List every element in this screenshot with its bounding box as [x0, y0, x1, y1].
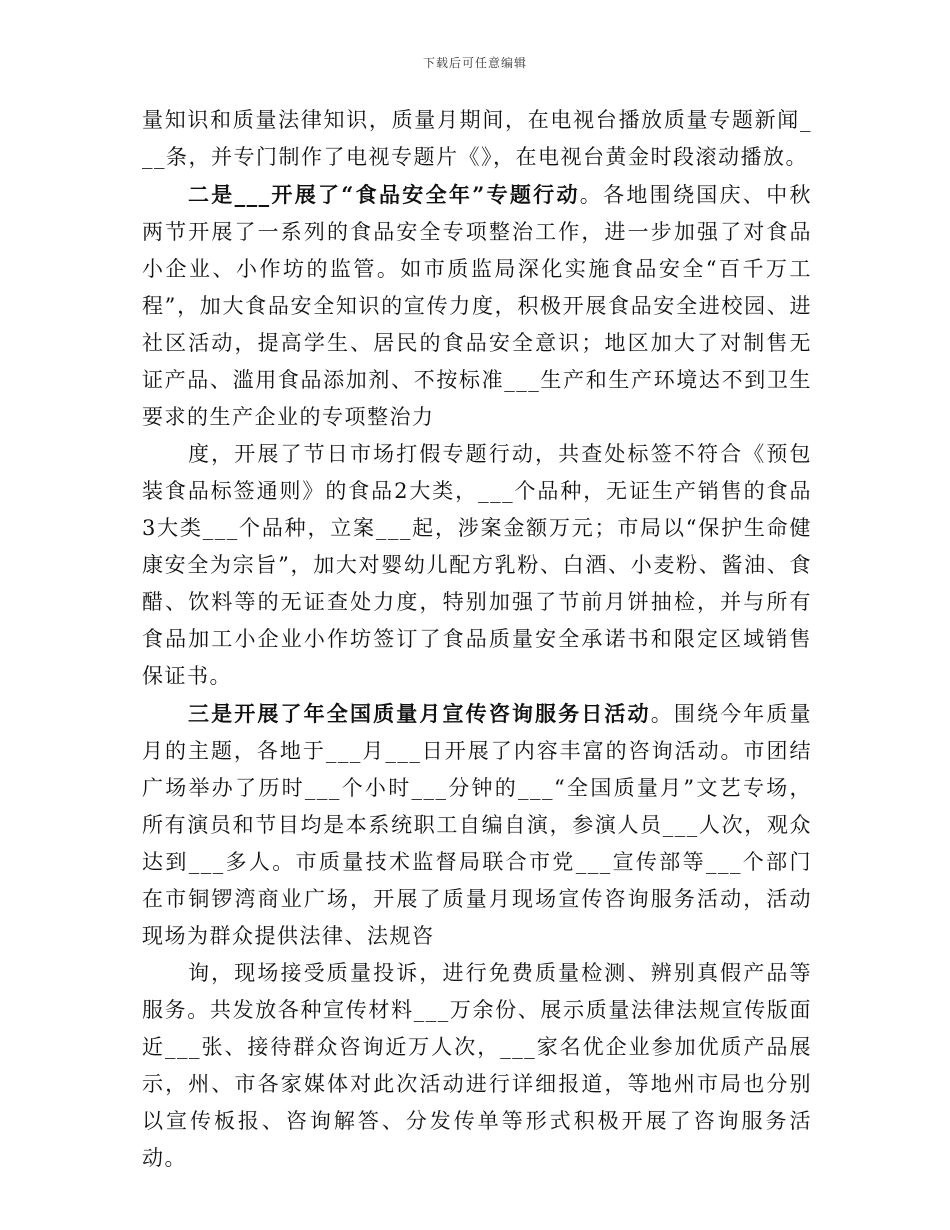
paragraph-3	[142, 436, 812, 695]
paragraph-2-heading: 二是___开展了“食品安全年”专题行动	[188, 182, 580, 207]
paragraph-4-heading: 三是开展了年全国质量月宣传咨询服务日活动	[188, 701, 651, 726]
paragraph-5	[142, 955, 812, 1177]
paragraph-5-text: 询，现场接受质量投诉，进行免费质量检测、辨别真假产品等服务。共发放各种宣传材料___万余份、展示质量法律法规宣传版面近___张、接待群众咨询近万人次，___家名优企业参加优质产品展示，州、市各家媒体对此次活动进行详细报道，等地州市局也分别以宣传板报、咨询解答、分发传单等形式积极开展了咨询服务活动。	[142, 961, 812, 1170]
paragraph-1	[142, 102, 812, 176]
paragraph-2	[142, 176, 812, 436]
paragraph-4	[142, 695, 812, 955]
paragraph-4-text: 。围绕今年质量月的主题，各地于___月___日开展了内容丰富的咨询活动。市团结广场举办了历时___个小时___分钟的___“全国质量月”文艺专场，所有演员和节目均是本系统职工自编自演，参演人员___人次，观众达到___多人。市质量技术监督局联合市党___宣传部等___个部门在市铜锣湾商业广场，开展了质量月现场宣传咨询服务活动，活动现场为群众提供法律、法规咨	[142, 702, 813, 948]
paragraph-3-text: 度，开展了节日市场打假专题行动，共查处标签不符合《预包装食品标签通则》的食品2大类，___个品种，无证生产销售的食品3大类___个品种，立案___起，涉案金额万元；市局以“保护生命健康安全为宗旨”，加大对婴幼儿配方乳粉、白酒、小麦粉、酱油、食醋、饮料等的无证查处力度，特别加强了节前月饼抽检，并与所有食品加工小企业小作坊签订了食品质量安全承诺书和限定区域销售保证书。	[142, 442, 812, 688]
page-header: 下载后可任意编辑	[422, 56, 527, 70]
paragraph-2-text: 。各地围绕国庆、中秋两节开展了一系列的食品安全专项整治工作，进一步加强了对食品小企业、小作坊的监管。如市质监局深化实施食品安全“百千万工程”，加大食品安全知识的宣传力度，积极开展食品安全进校园、进社区活动，提高学生、居民的食品安全意识；地区加大了对制售无证产品、滥用食品添加剂、不按标准___生产和生产环境达不到卫生要求的生产企业的专项整治力	[142, 183, 812, 429]
document-body	[142, 102, 812, 1177]
paragraph-1-text: 量知识和质量法律知识，质量月期间，在电视台播放质量专题新闻___条，并专门制作了电视专题片《》，在电视台黄金时段滚动播放。	[142, 108, 812, 169]
